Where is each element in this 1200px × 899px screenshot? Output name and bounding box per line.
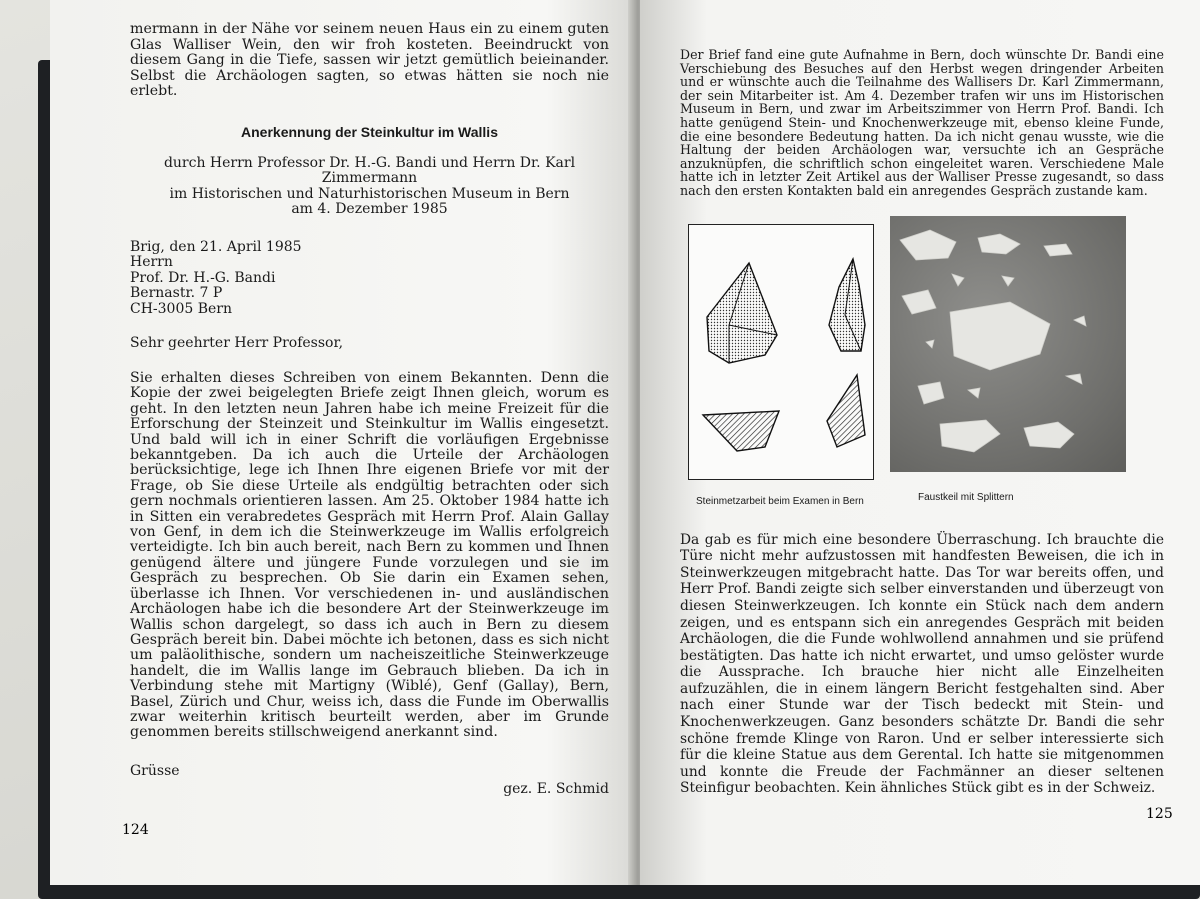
address-line: Brig, den 21. April 1985 [130, 238, 302, 255]
subheading-line-1: durch Herrn Professor Dr. H.-G. Bandi und Herrn Dr. Karl Zimmermann [163, 154, 576, 187]
caption-photo: Faustkeil mit Splittern [918, 491, 1014, 503]
left-page [50, 0, 635, 885]
cross-section-1-icon [703, 411, 779, 451]
handaxe-front-icon [707, 263, 777, 363]
subheading-line-3: am 4. Dezember 1985 [291, 201, 448, 218]
letter-signature: gez. E. Schmid [503, 780, 609, 797]
page-number-right: 125 [1146, 806, 1173, 822]
figure-area [680, 216, 1164, 516]
stone-tool-drawing [688, 224, 874, 480]
intro-paragraph: mermann in der Nähe vor seinem neuen Haus ein zu einem guten Glas Walliser Wein, den wir froh kosteten. Beeindruckt von diesem Gang in die Tiefe, sassen wir jetzt gemütlich beieinander. Selbst die Archäologen sagten, so etwas hätten sie noch nie erlebt. [130, 21, 609, 100]
address-line: CH-3005 Bern [130, 300, 233, 317]
section-heading: Anerkennung der Steinkultur im Wallis [241, 123, 498, 140]
address-line: Herrn [130, 254, 173, 271]
right-page [640, 0, 1200, 885]
letter-salutation: Sehr geehrter Herr Professor, [130, 335, 344, 351]
address-line: Prof. Dr. H.-G. Bandi [130, 269, 276, 286]
handaxe-side-icon [829, 259, 865, 351]
subheading-line-2: im Historischen und Naturhistorischen Museum in Bern [169, 185, 570, 202]
cross-section-2-icon [827, 375, 865, 447]
right-paragraph-2: Da gab es für mich eine besondere Überraschung. Ich brauchte die Türe nicht mehr aufzustossen mit handfesten Beweisen, die ich in Steinwerkzeugen mitgebracht hatte. Das Tor war bereits offen, und Herr Prof. Bandi zeigte sich selber einverstanden und überzeugt von diesen Steinwerkzeugen. Ich konnte ein Stück nach dem andern zeigen, und es entspann sich ein anregendes Gespräch mit beiden Archäologen, die die Funde wohlwollend annahmen und sie prüfend bestätigten. Das hatte ich nicht erwartet, und umso gelöster wurde die Aussprache. Ich brauche hier nicht alle Einzelheiten aufzuzählen, die in einem längern Bericht festgehalten sind. Aber nach einer Stunde war der Tisch bedeckt mit Stein- und Knochenwerkzeugen. Ganz besonders schätzte Dr. Bandi die sehr schöne fremde Klinge von Raron. Und er selber interessierte sich für die kleine Statue aus dem Gerental. Ich hatte sie mitgenommen und konnte die Freude der Fachmänner an dieser seltenen Steinfigur beobachten. Kein ähnliches Stück gibt es in der Schweiz. [680, 531, 1164, 797]
section-subheading [130, 156, 609, 218]
letter-body: Sie erhalten dieses Schreiben von einem Bekannten. Denn die Kopie der zwei beigelegten Briefe zeigt Ihnen gleich, worum es geht. In den letzten neun Jahren habe ich meine Freizeit für die Erforschung der Steinzeit und Steinkultur im Wallis eingesetzt. Und bald will ich in einer Schrift die vorläufigen Ergebnisse bekanntgeben. Da ich auch die Urteile der Archäologen berücksichtige, lege ich Ihnen Ihre eigenen Briefe vor mit der Frage, ob Sie diese Urteile als endgültig betrachten oder sich gern nochmals orientieren lassen. Am 25. Oktober 1984 hatte ich in Sitten ein verabredetes Gespräch mit Herrn Prof. Alain Gallay von Genf, in dem ich die Steinwerkzeuge im Wallis erfolgreich verteidigte. Ich bin auch bereit, nach Bern zu kommen und Ihnen genügend ältere und jüngere Funde vorzulegen und sie im Gespräch zu besprechen. Ob Sie darin ein Examen sehen, überlasse ich Ihnen. Vor verschiedenen in- und ausländischen Archäologen habe ich die besondere Art der Steinwerkzeuge im Wallis schon dargelegt, so dass ich auch in Bern zu diesem Gespräch bereit bin. Dabei möchte ich betonen, dass es sich nicht um paläolithische, sondern um nacheiszeitliche Steinwerkzeuge handelt, die im Wallis lange im Gebrauch blieben. Da ich in Verbindung stehe mit Martigny (Wiblé), Genf (Gallay), Bern, Basel, Zürich und Chur, weiss ich, dass die Funde im Oberwallis zwar weiterhin kritisch beurteilt werden, aber im Grunde genommen bereits stillschweigend anerkannt sind. [130, 370, 609, 741]
stone-fragments-photo [890, 216, 1126, 472]
right-paragraph-1: Der Brief fand eine gute Aufnahme in Bern, doch wünschte Dr. Bandi eine Verschiebung des Besuches auf den Herbst wegen dringender Arbeiten und er wünschte auch die Teilnahme des Wallisers Dr. Karl Zimmermann, der sein Mitarbeiter ist. Am 4. Dezember trafen wir uns im Historischen Museum in Bern, und zwar im Arbeitszimmer von Herrn Prof. Bandi. Ich hatte genügend Stein- und Knochenwerkzeuge mit, ebenso kleine Funde, die eine besondere Bedeutung hatten. Da ich nicht genau wusste, wie die Haltung der beiden Archäologen war, versuchte ich an Gespräche anzuknüpfen, die schriftlich schon eingeleitet waren. Verschiedene Male hatte ich in letzter Zeit Artikel aus der Walliser Presse zugesandt, so dass nach den ersten Kontakten bald ein anregendes Gespräch zustande kam. [680, 47, 1164, 198]
page-number-left: 124 [122, 822, 149, 838]
letter-address [130, 240, 609, 317]
address-line: Bernastr. 7 P [130, 285, 223, 302]
caption-drawing: Steinmetzarbeit beim Examen in Bern [696, 495, 864, 507]
letter-closing: Grüsse [130, 762, 180, 779]
